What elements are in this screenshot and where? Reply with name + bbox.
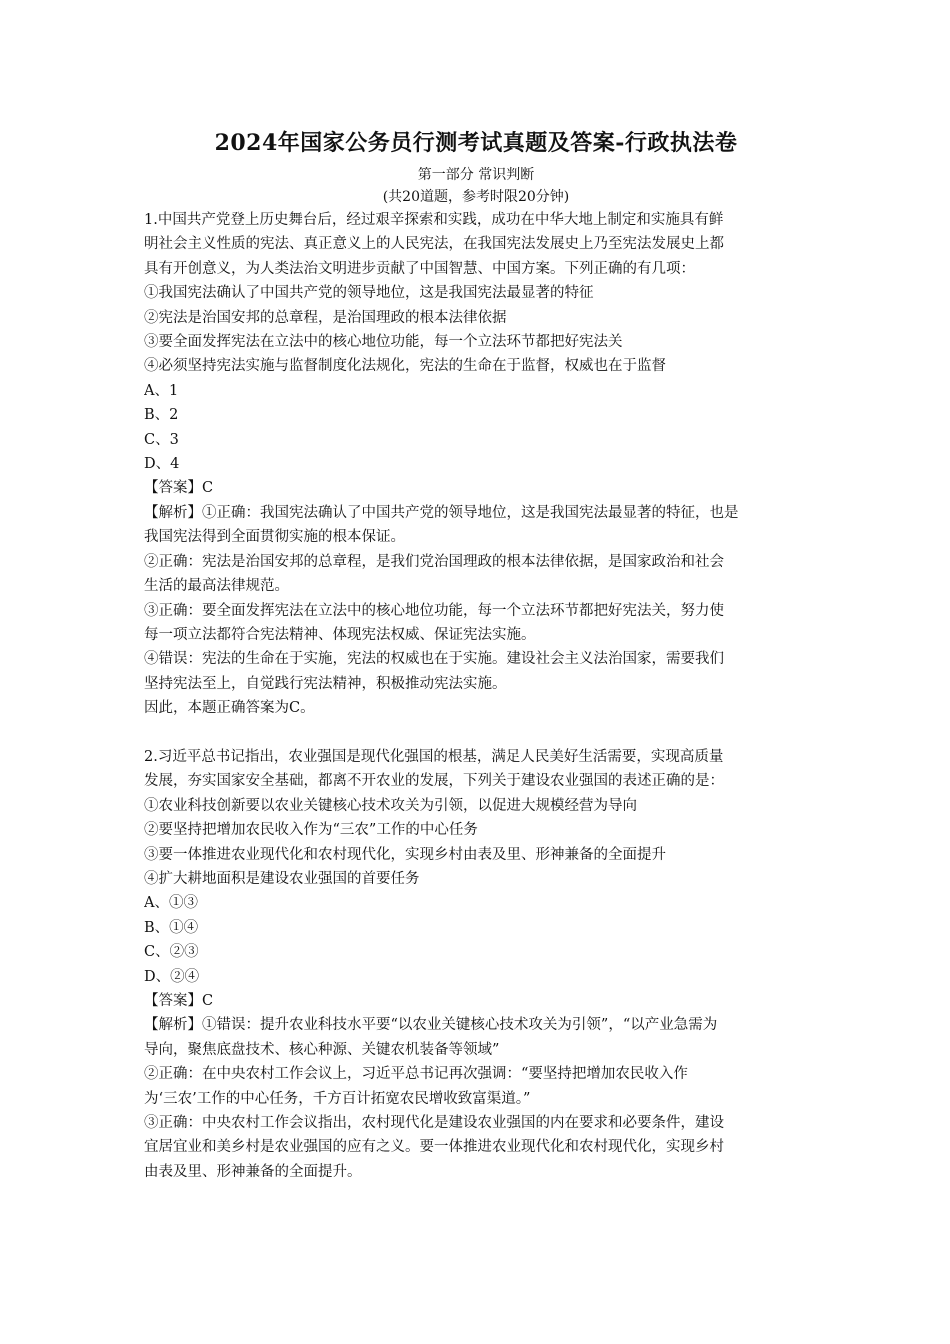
analysis-line: 导向，聚焦底盘技术、核心种源、关键农机装备等领域”: [144, 1041, 500, 1058]
statement-2: ②要坚持把增加农民收入作为“三农”工作的中心任务: [144, 822, 478, 839]
answer: 【答案】C: [144, 480, 214, 497]
option-d: D、4: [144, 456, 180, 473]
analysis-line: 因此，本题正确答案为C。: [144, 700, 315, 717]
option-b: B、①④: [144, 919, 199, 936]
question-stem-line: 1.中国共产党登上历史舞台后，经过艰辛探索和实践，成功在中华大地上制定和实施具有鲜: [144, 212, 724, 228]
analysis-line: ②正确：在中央农村工作会议上，习近平总书记再次强调：“要坚持把增加农民收入作: [144, 1066, 688, 1083]
statement-4: ④扩大耕地面积是建设农业强国的首要任务: [144, 870, 420, 887]
statement-4: ④必须坚持宪法实施与监督制度化法规化，宪法的生命在于监督，权威也在于监督: [144, 358, 666, 375]
question-2: [144, 745, 808, 1184]
part-heading: 第一部分 常识判断: [417, 167, 535, 183]
option-b: B、2: [144, 407, 179, 424]
question-stem-line: 明社会主义性质的宪法、真正意义上的人民宪法，在我国宪法发展史上乃至宪法发展史上都: [144, 236, 724, 253]
analysis-line: 生活的最高法律规范。: [144, 578, 289, 595]
question-stem-line: 具有开创意义，为人类法治文明进步贡献了中国智慧、中国方案。下列正确的有几项：: [144, 260, 695, 277]
part-note: (共20道题，参考时限20分钟): [382, 189, 570, 205]
option-a: A、1: [144, 382, 179, 399]
question-stem-line: 发展，夯实国家安全基础，都离不开农业的发展，下列关于建设农业强国的表述正确的是：: [144, 773, 724, 790]
question-1: [144, 208, 808, 721]
document-page: [144, 126, 808, 1184]
statement-1: ①我国宪法确认了中国共产党的领导地位，这是我国宪法最显著的特征: [144, 285, 594, 302]
statement-2: ②宪法是治国安邦的总章程，是治国理政的根本法律依据: [144, 309, 507, 326]
analysis-line: ④错误：宪法的生命在于实施，宪法的权威也在于实施。建设社会主义法治国家，需要我们: [144, 651, 724, 668]
analysis-line: 我国宪法得到全面贯彻实施的根本保证。: [144, 529, 405, 546]
analysis-line: ③正确：中央农村工作会议指出，农村现代化是建设农业强国的内在要求和必要条件，建设: [144, 1115, 724, 1132]
blank-line: [144, 721, 808, 745]
statement-1: ①农业科技创新要以农业关键核心技术攻关为引领，以促进大规模经营为导向: [144, 797, 637, 814]
question-stem-line: 2.习近平总书记指出，农业强国是现代化强国的根基，满足人民美好生活需要，实现高质量: [144, 748, 724, 765]
analysis-line: ②正确：宪法是治国安邦的总章程，是我们党治国理政的根本法律依据，是国家政治和社会: [144, 553, 724, 570]
answer: 【答案】C: [144, 992, 214, 1009]
analysis-line: 由表及里、形神兼备的全面提升。: [144, 1163, 362, 1180]
analysis-line: 每一项立法都符合宪法精神、体现宪法权威、保证宪法实施。: [144, 626, 536, 643]
analysis-line: 【解析】①正确：我国宪法确认了中国共产党的领导地位，这是我国宪法最显著的特征，也是: [144, 504, 739, 521]
option-c: C、3: [144, 431, 179, 448]
analysis-line: ③正确：要全面发挥宪法在立法中的核心地位功能，每一个立法环节都把好宪法关，努力使: [144, 602, 724, 619]
analysis-line: 宜居宜业和美乡村是农业强国的应有之义。要一体推进农业现代化和农村现代化，实现乡村: [144, 1139, 724, 1156]
statement-3: ③要全面发挥宪法在立法中的核心地位功能，每一个立法环节都把好宪法关: [144, 334, 623, 351]
analysis-line: 【解析】①错误：提升农业科技水平要“以农业关键核心技术攻关为引领”，“以产业急需为: [144, 1017, 718, 1034]
document-title: 2024年国家公务员行测考试真题及答案-行政执法卷: [214, 130, 738, 156]
option-c: C、②③: [144, 944, 199, 961]
option-a: A、①③: [144, 895, 198, 912]
option-d: D、②④: [144, 968, 200, 985]
statement-3: ③要一体推进农业现代化和农村现代化，实现乡村由表及里、形神兼备的全面提升: [144, 846, 666, 863]
analysis-line: 为‘三农’工作的中心任务，千方百计拓宽农民增收致富渠道。”: [144, 1090, 531, 1107]
analysis-line: 坚持宪法至上，自觉践行宪法精神，积极推动宪法实施。: [144, 675, 507, 692]
